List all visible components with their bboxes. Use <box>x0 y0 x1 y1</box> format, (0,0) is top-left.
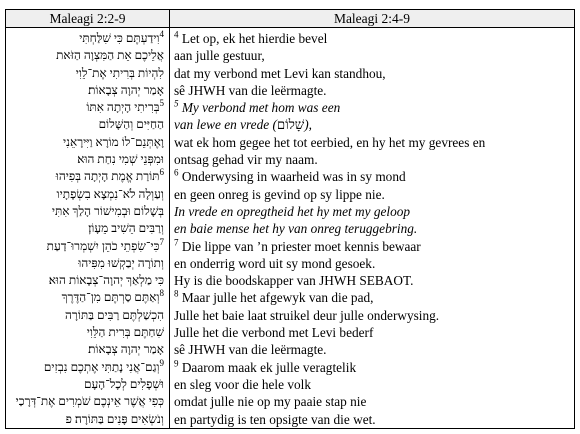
afrikaans-line-text: My verbond met hom was een <box>181 100 341 116</box>
verse-number: 5 <box>159 98 164 109</box>
hebrew-line-text: הִכְשַׁלְתֶּם רַבִּים בַּתּוֹרָה <box>65 307 164 322</box>
afrikaans-line-text: Daarom maak ek julle veragtelik <box>181 359 357 375</box>
afrikaans-line <box>174 203 570 220</box>
afrikaans-line <box>174 82 570 99</box>
hebrew-line-text: וָאֶתְּנֵם־לוֹ מוֹרָא וַיִּירָאֵנִי <box>62 134 164 149</box>
afrikaans-line <box>174 134 570 151</box>
afrikaans-line-text: en onderrig word uit sy mond gesoek. <box>174 255 376 271</box>
hebrew-line <box>10 30 164 47</box>
verse-number: 6 <box>174 167 179 178</box>
hebrew-line-text: בְּשָׁלוֹם וּבְמִישׁוֹר הָלַךְ אִתִּי <box>51 203 164 218</box>
afrikaans-line <box>174 341 570 358</box>
hebrew-line-text: וְנֹשְׂאִים פָּנִים בַּתּוֹרָה׃ פ <box>65 411 164 426</box>
hebrew-line <box>10 359 164 376</box>
afrikaans-line <box>174 220 570 237</box>
afrikaans-line <box>174 47 570 64</box>
afrikaans-line-text: In vrede en opregtheid het hy met my geloop <box>174 203 411 219</box>
header-afrikaans: Maleagi 2:4-9 <box>170 10 575 28</box>
verse-number: 8 <box>174 289 179 300</box>
afrikaans-line-text: en baie mense het hy van onreg teruggebring. <box>174 221 418 237</box>
hebrew-line <box>10 203 164 220</box>
afrikaans-line-text: Hy is die boodskapper van JHWH SEBAOT. <box>174 273 414 289</box>
hebrew-line-text: וְעַוְלָה לֹא־נִמְצָא בִשְׂפָתָיו <box>56 186 164 201</box>
afrikaans-line-text: Julle het baie laat struikel deur julle onderwysing. <box>174 307 440 323</box>
hebrew-line <box>10 376 164 393</box>
hebrew-line-text: וּמִפְּנֵי שְׁמִי נִחַת הוּא׃ <box>77 152 164 167</box>
hebrew-line-text: אָמַר יְהוָה צְבָאוֹת׃ <box>88 342 164 357</box>
comparison-table <box>5 9 575 429</box>
comparison-table-wrapper <box>5 9 574 427</box>
body-row <box>6 28 575 429</box>
hebrew-line-text: וְאַתֶּם סַרְתֶּם מִן־הַדֶּרֶךְ <box>61 290 160 305</box>
header-hebrew: Maleagi 2:2-9 <box>6 10 170 28</box>
hebrew-line-text: לִהְיוֹת בְּרִיתִי אֶת־לֵוִי <box>75 65 164 80</box>
hebrew-line-text: אָמַר יְהוָה צְבָאוֹת׃ <box>88 82 164 97</box>
hebrew-line-text: וִידַעְתֶּם כִּי שִׁלַּחְתִּי <box>79 31 160 45</box>
hebrew-line <box>10 151 164 168</box>
hebrew-line-text: כְּפִי אֲשֶׁר אֵינְכֶם שֹׁמְרִים אֶת־דְּרָכַי <box>15 394 164 409</box>
hebrew-line <box>10 341 164 358</box>
afrikaans-line <box>174 116 570 133</box>
afrikaans-line <box>174 272 570 289</box>
afrikaans-line-text: van lewe en vrede ( <box>174 117 277 133</box>
afrikaans-line <box>174 65 570 82</box>
hebrew-line <box>10 272 164 289</box>
hebrew-line-text: וְגַם־אֲנִי נָתַתִּי אֶתְכֶם נִבְזִים <box>43 359 160 374</box>
afrikaans-line-text: aan julle gestuur, <box>174 48 265 64</box>
afrikaans-line-text: Let op, ek het hierdie bevel <box>181 31 328 46</box>
verse-number: 9 <box>174 358 179 369</box>
afrikaans-line <box>174 151 570 168</box>
verse-number: 5 <box>174 98 179 109</box>
hebrew-line <box>10 411 164 428</box>
hebrew-line-text: בְּרִיתִי הָיְתָה אִתּוֹ <box>86 100 160 115</box>
afrikaans-line-text: Die lippe van ’n priester moet kennis bewaar <box>181 238 421 254</box>
afrikaans-line <box>174 186 570 203</box>
hebrew-line <box>10 99 164 116</box>
hebrew-line <box>10 220 164 237</box>
afrikaans-line-text: dat my verbond met Levi kan standhou, <box>174 65 386 81</box>
verse-number: 9 <box>159 357 164 368</box>
hebrew-line-text: וְרַבִּים הֵשִׁיב מֵעָוֹן׃ <box>88 221 164 236</box>
hebrew-line <box>10 238 164 255</box>
verse-number: 7 <box>159 236 164 247</box>
hebrew-line <box>10 47 164 64</box>
afrikaans-line <box>174 324 570 341</box>
hebrew-line <box>10 116 164 133</box>
afrikaans-line <box>174 255 570 272</box>
verse-number: 4 <box>159 29 164 39</box>
hebrew-line <box>10 393 164 410</box>
afrikaans-line <box>174 289 570 306</box>
hebrew-line-text: כִּי מַלְאַךְ יְהוָה־צְבָאוֹת הוּא׃ <box>48 273 164 288</box>
verse-number: 6 <box>159 167 164 178</box>
hebrew-line <box>10 324 164 341</box>
afrikaans-line-text: Julle het die verbond met Levi bederf <box>174 325 374 341</box>
hebrew-line-text: וְתוֹרָה יְבַקְשׁוּ מִפִּיהוּ <box>78 255 164 270</box>
afrikaans-line-suffix: ), <box>304 117 312 133</box>
hebrew-text-cell <box>6 28 170 429</box>
afrikaans-line <box>174 393 570 410</box>
afrikaans-text-cell <box>170 28 575 429</box>
afrikaans-line-text: sê JHWH van die leërmagte. <box>174 342 327 358</box>
afrikaans-line-text: Onderwysing in waarheid was in sy mond <box>181 169 406 185</box>
hebrew-line <box>10 307 164 324</box>
afrikaans-line-text: en sleg voor die hele volk <box>174 376 311 392</box>
verse-number: 7 <box>174 237 179 248</box>
hebrew-line <box>10 134 164 151</box>
hebrew-line-text: הַחַיִּים וְהַשָּׁלוֹם <box>98 117 164 132</box>
hebrew-line <box>10 82 164 99</box>
afrikaans-line <box>174 411 570 428</box>
hebrew-line-text: שִׁחַתֶּם בְּרִית הַלֵּוִי <box>86 325 164 340</box>
hebrew-line <box>10 65 164 82</box>
hebrew-line <box>10 255 164 272</box>
afrikaans-line-text: wat ek hom gegee het tot eerbied, en hy het my gevrees en <box>174 134 486 150</box>
afrikaans-line-text: en partydig is ten opsigte van die wet. <box>174 411 376 427</box>
afrikaans-line-text: sê JHWH van die leërmagte. <box>174 82 327 98</box>
afrikaans-line <box>174 99 570 116</box>
afrikaans-line <box>174 238 570 255</box>
hebrew-line-text: כִּי־שִׂפְתֵי כֹהֵן יִשְׁמְרוּ־דַעַת <box>46 238 160 253</box>
afrikaans-line <box>174 30 570 47</box>
verse-number: 4 <box>174 29 179 40</box>
afrikaans-line-text: en geen onreg is gevind op sy lippe nie. <box>174 186 385 202</box>
afrikaans-line <box>174 376 570 393</box>
afrikaans-line-text: omdat julle nie op my paaie stap nie <box>174 394 367 410</box>
inline-hebrew-word: שָׁלוֹם <box>276 117 305 133</box>
afrikaans-line-text: Maar julle het afgewyk van die pad, <box>181 290 374 306</box>
verse-number: 8 <box>159 288 164 299</box>
afrikaans-line <box>174 168 570 185</box>
afrikaans-line <box>174 307 570 324</box>
hebrew-line-text: אֲלֵיכֶם אֵת הַמִּצְוָה הַזֹּאת <box>56 48 164 63</box>
afrikaans-line-text: ontsag gehad vir my naam. <box>174 152 318 168</box>
hebrew-line <box>10 186 164 203</box>
hebrew-line-text: וּשְׁפָלִים לְכָל־הָעָם <box>84 376 164 391</box>
hebrew-line <box>10 289 164 306</box>
hebrew-line-text: תּוֹרַת אֱמֶת הָיְתָה בְּפִיהוּ <box>55 169 160 184</box>
header-row <box>6 10 575 28</box>
hebrew-line <box>10 168 164 185</box>
afrikaans-line <box>174 359 570 376</box>
